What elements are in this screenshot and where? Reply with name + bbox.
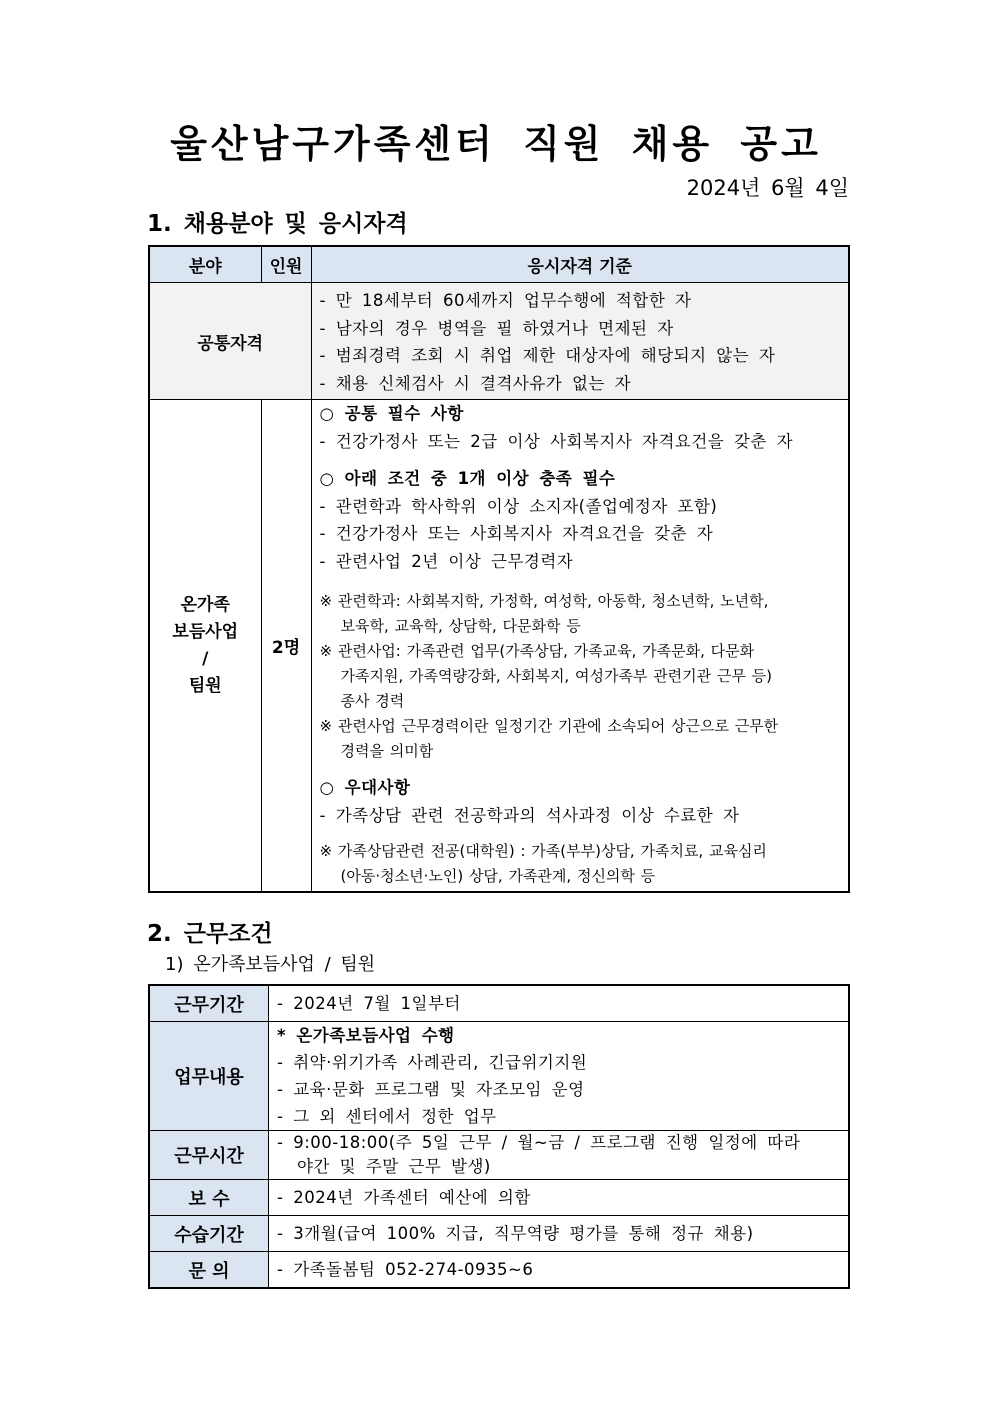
note-related-work: 가족지원, 가족역량강화, 사회복지, 여성가족부 관련기관 근무 등) [340,667,773,685]
preference-heading: ○ 우대사항 [319,778,411,797]
row-salary [149,1180,849,1216]
value-contact: - 가족돌봄팀 052-274-0935~6 [269,1252,850,1289]
section2-heading: 2. 근무조건 [147,921,273,947]
note-related-work: ※ 관련사업: 가족관련 업무(가족상담, 가족교육, 가족문화, 다문화 [319,642,755,660]
note-work-experience: ※ 관련사업 근무경력이란 일정기간 기관에 소속되어 상근으로 근무한 [319,717,779,735]
section1-heading: 1. 채용분야 및 응시자격 [147,211,408,237]
qualification-table-header [149,246,849,283]
value-hours [269,1131,850,1180]
condition-item: - 관련학과 학사학위 이상 소지자(졸업예정자 포함) [319,496,718,516]
duties-item: - 취약·위기가족 사례관리, 긴급위기지원 [277,1053,588,1072]
label-duties: 업무내용 [149,1022,269,1131]
note-counseling-major: ※ 가족상담관련 전공(대학원) : 가족(부부)상담, 가족치료, 교육심리 [319,842,767,860]
common-label: 공통자격 [149,283,311,400]
position-criteria [311,400,849,893]
position-label-line: 온가족 [180,594,230,615]
note-related-work: 종사 경력 [340,692,405,710]
work-conditions-table [148,984,850,1289]
position-row [149,400,849,893]
value-probation: - 3개월(급여 100% 지급, 직무역량 평가를 통해 정규 채용) [269,1216,850,1252]
required-item: - 건강가정사 또는 2급 이상 사회복지사 자격요건을 갖춘 자 [319,431,794,451]
label-salary: 보 수 [149,1180,269,1216]
value-duties [269,1022,850,1131]
row-duties [149,1022,849,1131]
position-label-line: / [202,648,209,669]
note-work-experience: 경력을 의미함 [340,742,434,760]
value-salary: - 2024년 가족센터 예산에 의함 [269,1180,850,1216]
row-contact [149,1252,849,1289]
duties-item: - 교육·문화 프로그램 및 자조모임 운영 [277,1080,585,1099]
row-probation [149,1216,849,1252]
common-item: - 채용 신체검사 시 결격사유가 없는 자 [319,373,632,393]
row-period [149,985,849,1022]
header-field: 분야 [149,246,261,283]
qualification-table [148,245,850,893]
required-heading: ○ 공통 필수 사항 [319,404,464,423]
common-items [311,283,849,400]
note-related-major: 보육학, 교육학, 상담학, 다문화학 등 [340,617,581,635]
position-label-line: 보듬사업 [172,621,239,642]
document-date: 2024년 6월 4일 [686,176,849,200]
header-count: 인원 [261,246,311,283]
hours-line: - 9:00-18:00(주 5일 근무 / 월~금 / 프로그램 진행 일정에 따라 [277,1133,801,1152]
note-related-major: ※ 관련학과: 사회복지학, 가정학, 여성학, 아동학, 청소년학, 노년학, [319,592,769,610]
hours-line: 야간 및 주말 근무 발생) [297,1157,491,1176]
condition-heading: ○ 아래 조건 중 1개 이상 충족 필수 [319,469,616,488]
label-contact: 문 의 [149,1252,269,1289]
duties-heading: * 온가족보듬사업 수행 [277,1026,455,1045]
position-count: 2명 [261,400,311,893]
label-period: 근무기간 [149,985,269,1022]
position-label-line: 팀원 [188,675,222,696]
common-item: - 만 18세부터 60세까지 업무수행에 적합한 자 [319,291,692,310]
note-counseling-major: (아동·청소년·노인) 상담, 가족관계, 정신의학 등 [340,867,656,885]
header-criteria: 응시자격 기준 [311,246,849,283]
document-title: 울산남구가족센터 직원 채용 공고 [170,122,822,166]
preference-item: - 가족상담 관련 전공학과의 석사과정 이상 수료한 자 [319,805,740,825]
label-probation: 수습기간 [149,1216,269,1252]
position-label [149,400,261,893]
common-item: - 범죄경력 조회 시 취업 제한 대상자에 해당되지 않는 자 [319,346,776,365]
row-hours [149,1131,849,1180]
section2-subheading: 1) 온가족보듬사업 / 팀원 [165,954,376,975]
value-period: - 2024년 7월 1일부터 [269,985,850,1022]
condition-item: - 관련사업 2년 이상 근무경력자 [319,551,574,571]
condition-item: - 건강가정사 또는 사회복지사 자격요건을 갖춘 자 [319,524,714,543]
common-qualification-row [149,283,849,400]
label-hours: 근무시간 [149,1131,269,1180]
duties-item: - 그 외 센터에서 정한 업무 [277,1107,497,1126]
common-item: - 남자의 경우 병역을 필 하였거나 면제된 자 [319,318,674,338]
